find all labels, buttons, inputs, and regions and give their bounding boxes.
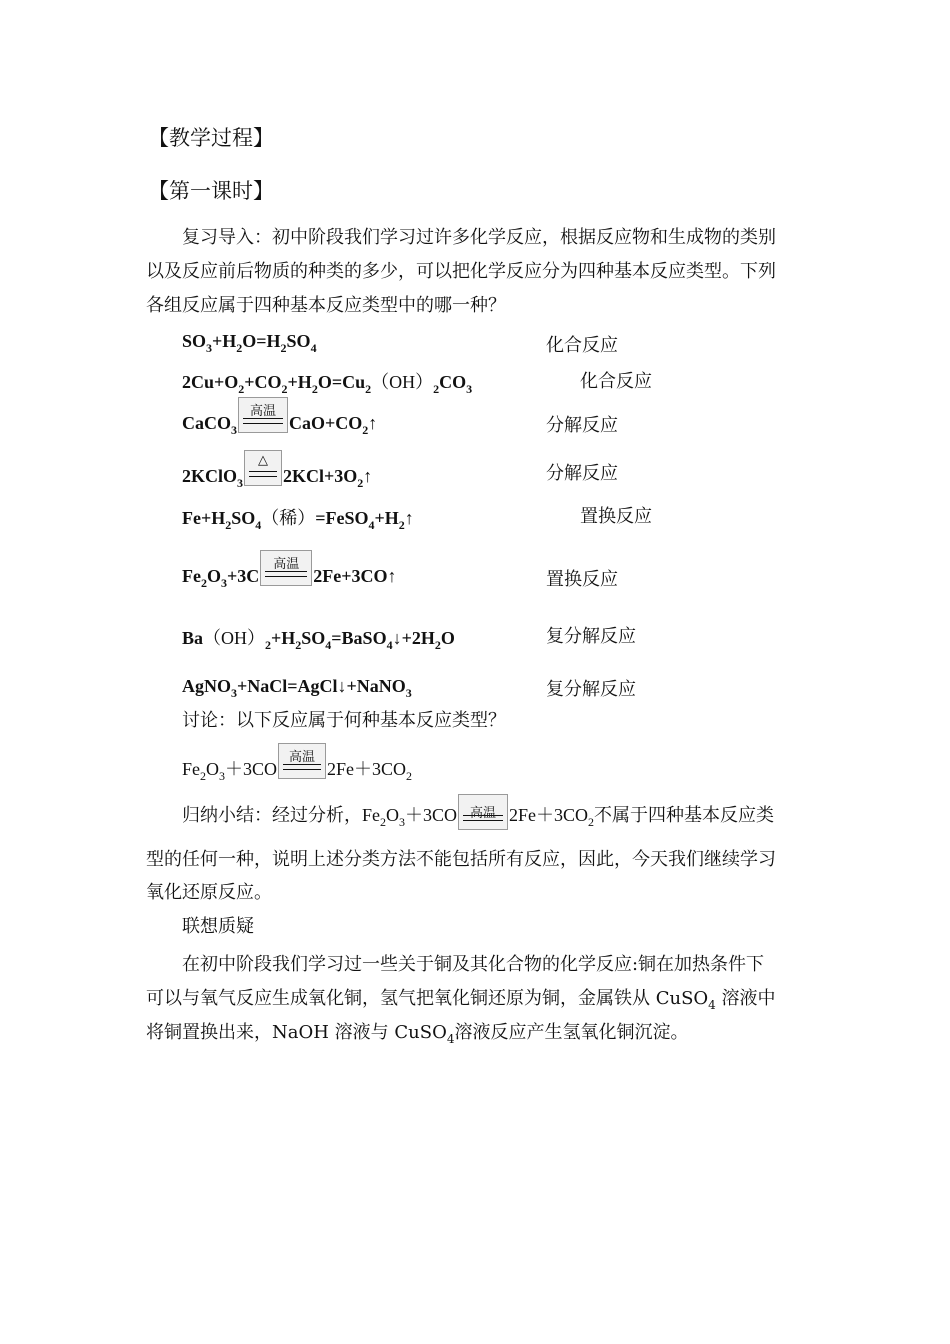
summary-line-3: 氧化还原反应。 (146, 882, 272, 903)
reaction-type-4: 分解反应 (546, 463, 618, 484)
heat-condition: △ (244, 450, 282, 486)
high-temperature-condition: 高温 (278, 743, 326, 779)
reaction-equation-6: $Fe_2O_3+3C$ 高温 2Fe+3CO↑ (182, 550, 397, 587)
reaction-type-3: 分解反应 (546, 415, 618, 436)
reaction-equation-2: $2Cu+O_2+CO_2+H_2O=Cu_2(OH)_2CO_3$ (182, 372, 473, 396)
reaction-equation-7: $Ba(OH)_2+H_2SO_4=BaSO_4↓+2H_2O$ (182, 628, 455, 652)
association-line-2: 可以与氧气反应生成氧化铜，氢气把氧化铜还原为铜，金属铁从 CuSO$_4$ 溶液中 (146, 988, 776, 1012)
reaction-type-8: 复分解反应 (546, 679, 636, 700)
discussion-equation: $Fe_2O_3+3CO$ 高温 $2Fe+3CO_2$ (182, 743, 412, 781)
reaction-type-6: 置换反应 (546, 569, 618, 590)
heading-teaching-process: 【教学过程】 (148, 126, 274, 150)
reaction-equation-1: $SO_3+H_2O=H_2SO_4$ (182, 331, 317, 355)
high-temperature-condition: 高温 (458, 794, 508, 830)
reaction-equation-8: AgNO$_3$+NaCl=AgCl↓+NaNO$_3$ (182, 676, 412, 700)
reaction-type-7: 复分解反应 (546, 626, 636, 647)
summary-line-2: 型的任何一种，说明上述分类方法不能包括所有反应，因此，今天我们继续学习 (146, 849, 776, 870)
association-line-3: 将铜置换出来，NaOH 溶液与 CuSO$_4$溶液反应产生氢氧化铜沉淀。 (146, 1022, 689, 1046)
association-title: 联想质疑 (182, 916, 254, 937)
high-temperature-condition: 高温 (238, 397, 288, 433)
summary-line-1: 归纳小结：经过分析，$Fe_2O_3+3CO$ 高温 $2Fe+3CO_2$不属于四种基本反应类 (182, 794, 774, 832)
high-temperature-condition: 高温 (260, 550, 312, 586)
intro-line-3: 各组反应属于四种基本反应类型中的哪一种？ (146, 295, 506, 316)
discussion-prompt: 讨论：以下反应属于何种基本反应类型？ (182, 710, 506, 731)
reaction-type-5: 置换反应 (580, 506, 652, 527)
reaction-type-2: 化合反应 (580, 371, 652, 392)
heading-first-lesson: 【第一课时】 (148, 179, 274, 203)
reaction-equation-5: $Fe+H_2SO_4$（稀）$=FeSO_4+H_2↑$ (182, 508, 414, 532)
reaction-type-1: 化合反应 (546, 335, 618, 356)
reaction-equation-3: CaCO$_3$ 高温 $CaO+CO_2↑$ (182, 397, 377, 434)
reaction-equation-4: 2KClO$_3$ △ $2KCl+3O_2↑$ (182, 450, 372, 487)
intro-line-1: 复习导入：初中阶段我们学习过许多化学反应，根据反应物和生成物的类别 (182, 227, 776, 248)
association-line-1: 在初中阶段我们学习过一些关于铜及其化合物的化学反应:铜在加热条件下 (182, 954, 765, 975)
intro-line-2: 以及反应前后物质的种类的多少，可以把化学反应分为四种基本反应类型。下列 (146, 261, 776, 282)
